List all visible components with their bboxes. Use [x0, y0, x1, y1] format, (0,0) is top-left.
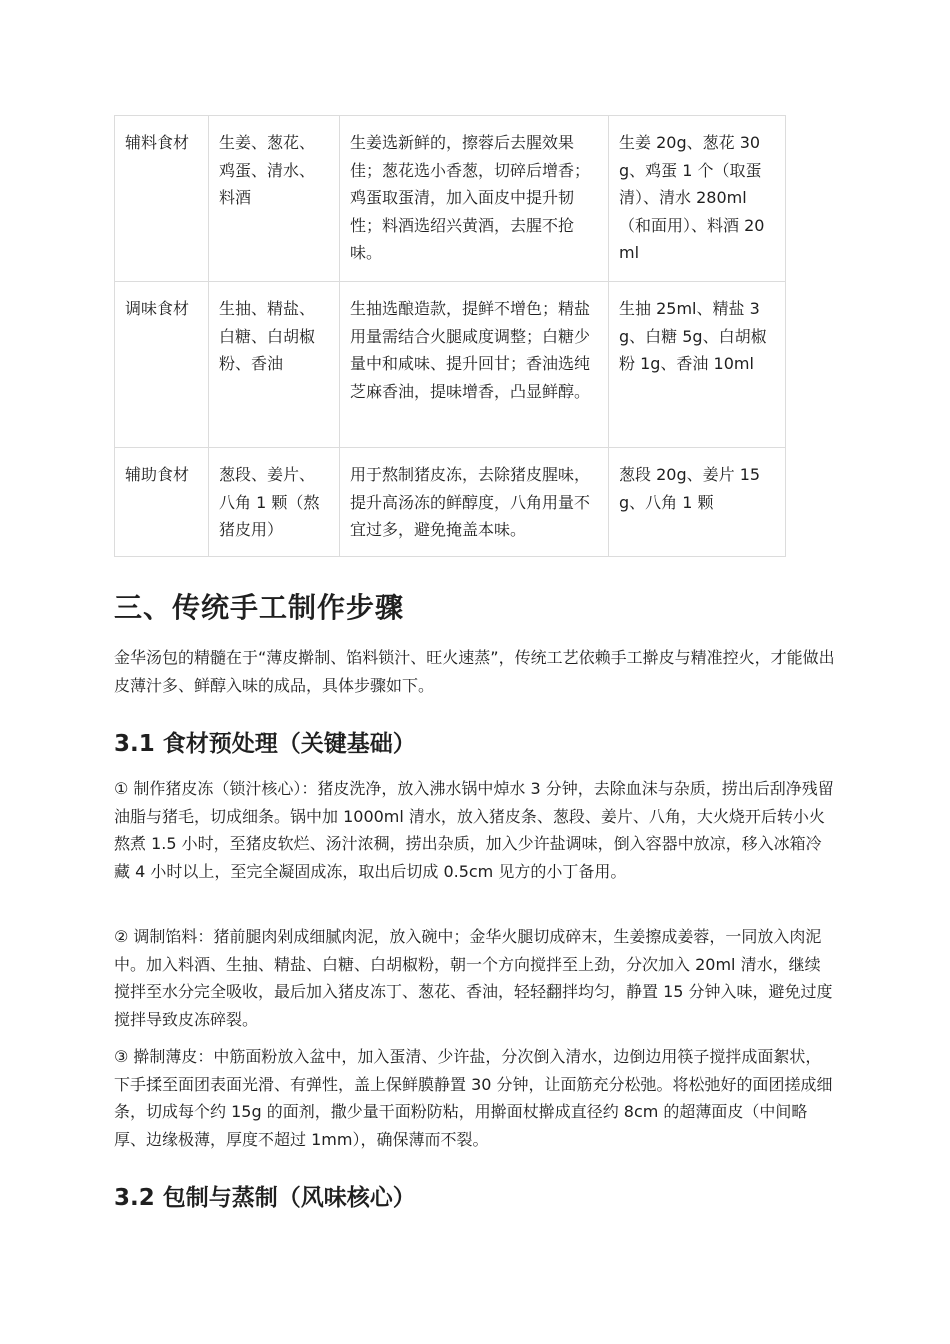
step-paragraph: ③ 擀制薄皮：中筋面粉放入盆中，加入蛋清、少许盐，分次倒入清水，边倒边用筷子搅拌成面絮状，下手揉至面团表面光滑、有弹性，盖上保鲜膜静置 30 分钟，让面筋充分松弛。将松弛好的面团搓成细条，切成每个约 15g 的面剂，撒少量干面粉防粘，用擀面杖擀成直径约 8cm 的超薄面皮（中间略厚、边缘极薄，厚度不超过 1mm），确保薄而不裂。: [114, 1047, 833, 1149]
table-row: [115, 448, 786, 557]
notes-cell: 生姜选新鲜的，擦蓉后去腥效果佳；葱花选小香葱，切碎后增香；鸡蛋取蛋清，加入面皮中提升韧性；料酒选绍兴黄酒，去腥不抢味。: [340, 116, 609, 282]
items-cell: 葱段、姜片、八角 1 颗（熬猪皮用）: [209, 448, 340, 557]
step-paragraph: ② 调制馅料：猪前腿肉剁成细腻肉泥，放入碗中；金华火腿切成碎末，生姜擦成姜蓉，一同放入肉泥中。加入料酒、生抽、精盐、白糖、白胡椒粉，朝一个方向搅拌至上劲，分次加入 20ml 清水，继续搅拌至水分完全吸收，最后加入猪皮冻丁、葱花、香油，轻轻翻拌均匀，静置 15 分钟入味，避免过度搅拌导致皮冻碎裂。: [114, 927, 833, 1029]
section-heading: 三、传统手工制作步骤: [114, 591, 405, 624]
notes-cell: 生抽选酿造款，提鲜不增色；精盐用量需结合火腿咸度调整；白糖少量中和咸味、提升回甘；香油选纯芝麻香油，提味增香，凸显鲜醇。: [340, 282, 609, 448]
notes-cell: 用于熬制猪皮冻，去除猪皮腥味，提升高汤冻的鲜醇度，八角用量不宜过多，避免掩盖本味。: [340, 448, 609, 557]
amount-cell: 生抽 25ml、精盐 3g、白糖 5g、白胡椒粉 1g、香油 10ml: [609, 282, 786, 448]
amount-cell: 葱段 20g、姜片 15g、八角 1 颗: [609, 448, 786, 557]
category-cell: 辅助食材: [115, 448, 209, 557]
items-cell: 生抽、精盐、白糖、白胡椒粉、香油: [209, 282, 340, 448]
subsection-heading-3-1: 3.1 食材预处理（关键基础）: [114, 731, 416, 757]
table-row: [115, 282, 786, 448]
amount-cell: 生姜 20g、葱花 30g、鸡蛋 1 个（取蛋清）、清水 280ml（和面用）、料酒 20ml: [609, 116, 786, 282]
category-cell: 辅料食材: [115, 116, 209, 282]
table-row: [115, 116, 786, 282]
items-cell: 生姜、葱花、鸡蛋、清水、料酒: [209, 116, 340, 282]
step-paragraph: ① 制作猪皮冻（锁汁核心）：猪皮洗净，放入沸水锅中焯水 3 分钟，去除血沫与杂质，捞出后刮净残留油脂与猪毛，切成细条。锅中加 1000ml 清水，放入猪皮条、葱段、姜片、八角，大火烧开后转小火熬煮 1.5 小时，至猪皮软烂、汤汁浓稠，捞出杂质，加入少许盐调味，倒入容器中放凉，移入冰箱冷藏 4 小时以上，至完全凝固成冻，取出后切成 0.5cm 见方的小丁备用。: [114, 779, 834, 881]
subsection-heading-3-2: 3.2 包制与蒸制（风味核心）: [114, 1185, 416, 1211]
ingredients-table: [114, 115, 786, 557]
section-intro: 金华汤包的精髓在于“薄皮擀制、馅料锁汁、旺火速蒸”，传统工艺依赖手工擀皮与精准控火，才能做出皮薄汁多、鲜醇入味的成品，具体步骤如下。: [114, 648, 835, 695]
category-cell: 调味食材: [115, 282, 209, 448]
